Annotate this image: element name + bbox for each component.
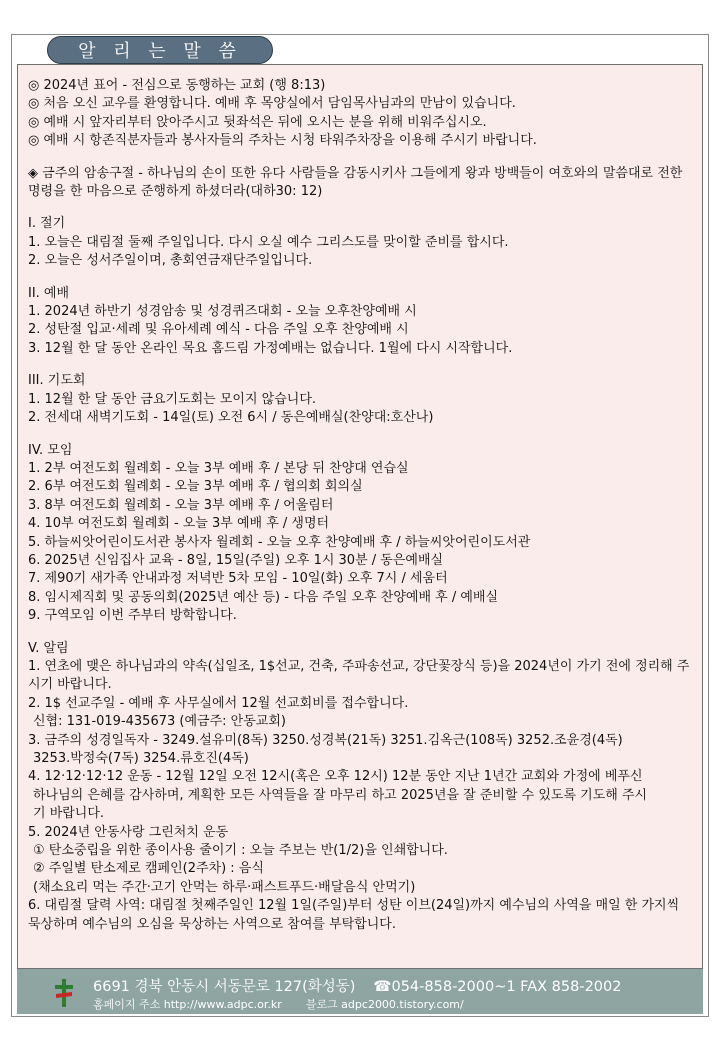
list-item: 6. 대림절 달력 사역: 대림절 첫째주일인 12월 1일(주일)부터 성탄 이브(24일)까지 예수님의 사역을 매일 한 가지씩 묵상하며 예수님의 오심을 묵상하는 사역으로 참여를 부탁합니다. — [28, 898, 680, 932]
memory-verse: ◈ 금주의 암송구절 - 하나님의 손이 또한 유다 사람들을 감동시키사 그들에게 왕과 방백들이 여호와의 말씀대로 전한 명령을 한 마음으로 준행하게 하셨더라(대하30: 12) — [28, 165, 683, 200]
list-item: 5. 2024년 안동사랑 그린처치 운동 — [28, 824, 229, 840]
section-meetings — [28, 442, 692, 626]
list-item: 1. 오늘은 대림절 둘째 주일입니다. 다시 오실 예수 그리스도를 맞이할 준비를 합시다. — [28, 234, 509, 250]
list-item: 3. 12월 한 달 동안 온라인 목요 홈드림 가정예배는 없습니다. 1월에 다시 시작합니다. — [28, 340, 513, 356]
list-item: 7. 제90기 새가족 안내과정 저녁반 5차 모임 - 10일(화) 오후 7시 / 세움터 — [28, 571, 448, 587]
list-item: 3. 금주의 성경일독자 - 3249.설유미(8독) 3250.성경복(21독) 3251.김옥근(108독) 3252.조윤경(4독) — [28, 732, 623, 748]
list-item: 1. 2부 여전도회 월례회 - 오늘 3부 예배 후 / 본당 뒤 찬양대 연습실 — [28, 460, 409, 476]
list-item: 1. 2024년 하반기 성경암송 및 성경퀴즈대회 - 오늘 오후찬양예배 시 — [28, 304, 417, 320]
homepage-link[interactable]: 홈페이지 주소 http://www.adpc.or.kr — [93, 998, 282, 1011]
intro-block — [28, 77, 692, 151]
address-text: 6691 경북 안동시 서동문로 127(화성동) — [93, 979, 356, 995]
section-heading: IV. 모임 — [28, 442, 73, 458]
section-heading: III. 기도회 — [28, 373, 86, 389]
section-heading: I. 절기 — [28, 216, 66, 232]
section-worship — [28, 285, 692, 359]
list-item: ② 주일별 탄소제로 캠페인(2주차) : 음식 — [33, 861, 264, 877]
list-item: 기 바랍니다. — [33, 806, 105, 822]
list-item: 3253.박정숙(7독) 3254.류호진(4독) — [33, 751, 249, 766]
footer-bar — [17, 969, 703, 1014]
list-item: 신협: 131-019-435673 (예금주: 안동교회) — [33, 714, 286, 730]
section-prayer — [28, 372, 692, 427]
list-item: 하나님의 은혜를 감사하며, 계획한 모든 사역들을 잘 마무리 하고 2025년을 잘 준비할 수 있도록 기도해 주시 — [33, 787, 648, 803]
contact-line — [93, 975, 639, 996]
list-item: 2. 성탄절 입교·세례 및 유아세례 예식 - 다음 주일 오후 찬양예배 시 — [28, 322, 409, 338]
announcements-panel — [17, 64, 703, 969]
list-item: 6. 2025년 신임집사 교육 - 8일, 15일(주일) 오후 1시 30분 / 동은예배실 — [28, 552, 444, 568]
web-line — [93, 996, 488, 1012]
phone-text: ☎054-858-2000~1 FAX 858-2002 — [373, 979, 622, 995]
intro-line: ◎ 2024년 표어 - 전심으로 동행하는 교회 (행 8:13) — [28, 78, 326, 93]
blog-link[interactable]: 블로그 adpc2000.tistory.com/ — [305, 998, 464, 1011]
section-heading: II. 예배 — [28, 285, 70, 301]
list-item: 9. 구역모임 이번 주부터 방학합니다. — [28, 608, 237, 624]
list-item: 2. 6부 여전도회 월례회 - 오늘 3부 예배 후 / 협의회 회의실 — [28, 479, 363, 495]
list-item: 2. 오늘은 성서주일이며, 총회연금재단주일입니다. — [28, 253, 313, 269]
intro-line: ◎ 처음 오신 교우를 환영합니다. 예배 후 목양실에서 담임목사님과의 만남이 있습니다. — [28, 96, 516, 112]
page-title: 알 리 는 말 씀 — [47, 36, 273, 64]
intro-line: ◎ 예배 시 항존직분자들과 봉사자들의 주차는 시청 타워주차장을 이용해 주시기 바랍니다. — [28, 133, 537, 149]
list-item: 2. 전세대 새벽기도회 - 14일(토) 오전 6시 / 동은예배실(찬양대:호산나) — [28, 410, 434, 426]
church-cross-icon — [53, 978, 75, 1008]
list-item: 1. 12월 한 달 동안 금요기도회는 모이지 않습니다. — [28, 391, 317, 407]
list-item: 4. 12·12·12·12 운동 - 12월 12일 오전 12시(혹은 오후 12시) 12분 동안 지난 1년간 교회와 가정에 베푸신 — [28, 769, 643, 785]
list-item: (채소요리 먹는 주간·고기 안먹는 하루·패스트푸드·배달음식 안먹기) — [33, 879, 416, 895]
list-item: 8. 임시제직회 및 공동의회(2025년 예산 등) - 다음 주일 오후 찬양예배 후 / 예배실 — [28, 589, 499, 605]
list-item: 1. 연초에 맺은 하나님과의 약속(십일조, 1$선교, 건축, 주파송선교, 강단꽃장식 등)을 2024년이 가기 전에 정리해 주시기 바랍니다. — [28, 658, 690, 693]
list-item: ① 탄소중립을 위한 종이사용 줄이기 : 오늘 주보는 반(1/2)을 인쇄합니다. — [33, 843, 448, 859]
section-heading: V. 알림 — [28, 640, 69, 656]
list-item: 2. 1$ 선교주일 - 예배 후 사무실에서 12월 선교회비를 접수합니다. — [28, 695, 409, 711]
list-item: 5. 하늘씨앗어린이도서관 봉사자 월례회 - 오늘 오후 찬양예배 후 / 하늘씨앗어린이도서관 — [28, 534, 531, 550]
section-festivals — [28, 215, 692, 270]
list-item: 4. 10부 여전도회 월례회 - 오늘 3부 예배 후 / 생명터 — [28, 516, 330, 532]
intro-line: ◎ 예배 시 앞자리부터 앉아주시고 뒷좌석은 뒤에 오시는 분을 위해 비워주십시오. — [28, 114, 487, 130]
section-notices — [28, 640, 692, 935]
list-item: 3. 8부 여전도회 월례회 - 오늘 3부 예배 후 / 어울림터 — [28, 497, 334, 513]
